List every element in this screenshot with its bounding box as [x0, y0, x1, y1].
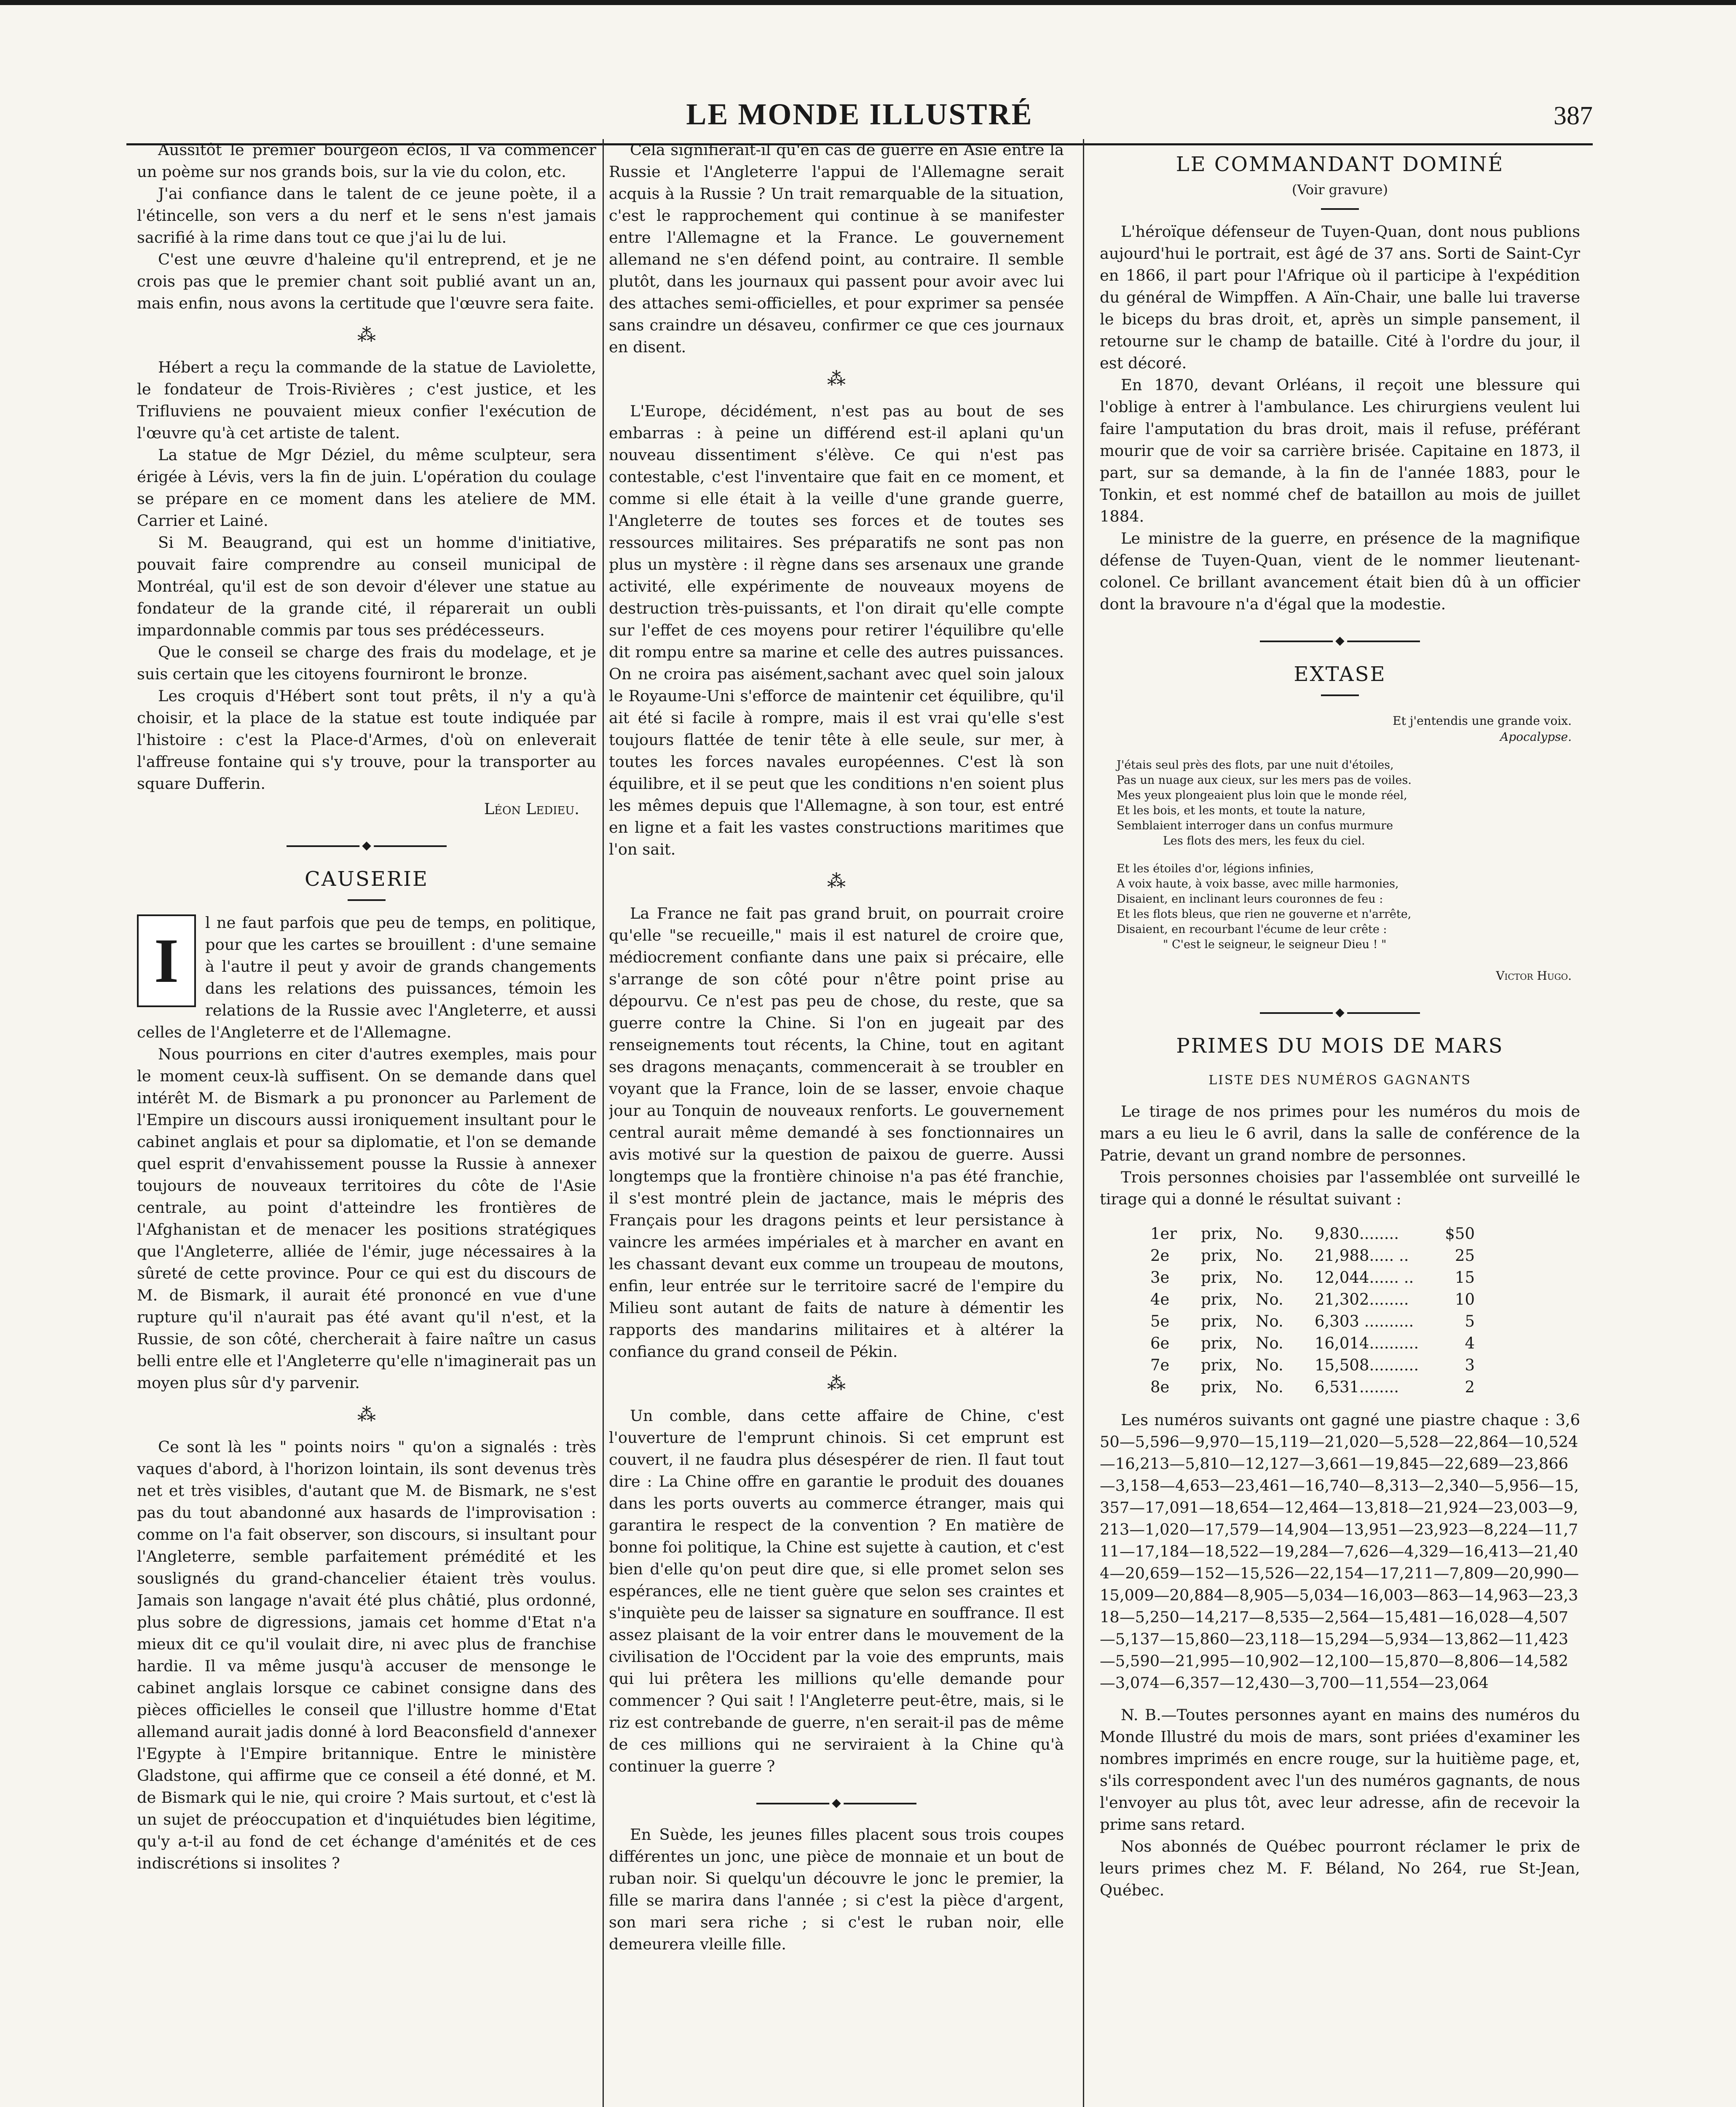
- paragraph: Le tirage de nos primes pour les numéros du mois de mars a eu lieu le 6 avril, dans la salle de conférence de la Patrie, devant un grand nombre de personnes.: [1100, 1102, 1580, 1164]
- prize-row: [1150, 1267, 1580, 1289]
- prize-amount: 5: [1465, 1312, 1475, 1330]
- poem-stanza-1: [1117, 758, 1580, 849]
- ornament-divider: [1260, 641, 1420, 645]
- page-number: 387: [1554, 102, 1593, 130]
- paragraph: J'ai confiance dans le talent de ce jeune poète, il a l'étincelle, son vers a du nerf et le sens n'est jamais sacrifié à la rime dans tout ce que j'ai lu de lui.: [137, 185, 596, 247]
- prize-no-label: No.: [1256, 1312, 1283, 1330]
- prize-number: 6,531........: [1315, 1378, 1399, 1396]
- poem-line: " C'est le seigneur, le seigneur Dieu ! ": [1163, 938, 1387, 951]
- epigraph-source: Apocalypse.: [1500, 730, 1572, 744]
- paragraph: Ce sont là les " points noirs " qu'on a signalés : très vaques d'abord, à l'horizon lointain, ils sont devenus très net et très visibles, d'autant que M. de Bismark, ne s'est pas du tout abandonné aux hasards de l'improvisation : comme on l'a fait observer, son discours, si insultant pour l'Angleterre, semble parfaitement prémédité et les souslignés du grand-chancelier étaient très voulus. Jamais son langage n'avait été plus châtié, plus ordonné, plus sobre de digressions, jamais cet homme d'Etat n'a mieux dit ce qu'il voulait dire, ni avec plus de franchise hardie. Il va même jusqu'à accuser de mensonge le cabinet anglais lorsque ce cabinet consigne dans des pièces officielles le conseil que l'illustre homme d'Etat allemand aurait jadis donné à lord Beaconsfield d'annexer l'Egypte à l'Empire britannique. Entre le ministère Gladstone, qui affirme que ce conseil a été donné, et M. de Bismark qui le nie, qui croire ? Mais surtout, et c'est là un sujet de préoccupation et d'inquiétudes bien légitime, qu'y a-t-il au fond de cet échange d'aménités et de ces indiscrétions si insolites ?: [137, 1438, 596, 1872]
- paragraph: La France ne fait pas grand bruit, on pourrait croire qu'elle "se recueille," mais il est naturel de croire que, médiocrement confiante dans une paix si précaire, elle s'arrange de son côté pour n'être point prise au dépourvu. Ce n'est pas peu de chose, du reste, que sa guerre contre la Chine. Si l'on en jugeait par des renseignements tout récents, la Chine, tout en agitant ses dragons menaçants, commencerait à se troubler en voyant que la France, loin de se lasser, envoie chaque jour au Tonquin de nouveaux renforts. Le gouvernement central aurait même demandé à ses fonctionnaires un avis motivé sur la question de paixou de guerre. Aussi longtemps que la frontière chinoise n'a pas été franchie, il s'est montré plein de jactance, mais le mépris des Français pour les dragons peints et leur persistance à vaincre les armées impériales et à marcher en avant en les chassant devant eux comme un troupeau de moutons, enfin, leur entrée sur le territoire sacré de l'empire du Milieu sont autant de faits de nature à démentir les rapports des mandarins militaires et à altérer la confiance du grand conseil de Pékin.: [609, 904, 1064, 1361]
- section-title-commandant: LE COMMANDANT DOMINÉ: [1176, 153, 1504, 176]
- poem-line: Disaient, en recourbant l'écume de leur crête :: [1117, 923, 1387, 936]
- drop-cap: I: [137, 914, 196, 1007]
- title-rule: [348, 899, 386, 901]
- prize-row: [1150, 1245, 1580, 1267]
- column-right: [1100, 139, 1580, 2107]
- section-subtitle: (Voir gravure): [1292, 182, 1388, 198]
- poem-line: Pas un nuage aux cieux, sur les mers pas de voiles.: [1117, 774, 1412, 787]
- prize-number: 21,988..... ..: [1315, 1247, 1409, 1265]
- poem-stanza-2: [1117, 861, 1580, 952]
- prize-no-label: No.: [1256, 1290, 1283, 1308]
- prize-table: [1150, 1223, 1580, 1398]
- prize-no-label: No.: [1256, 1334, 1283, 1352]
- prize-rank: 7e: [1150, 1356, 1170, 1374]
- column-middle: [609, 139, 1064, 2107]
- paragraph: Trois personnes choisies par l'assemblée ont surveillé le tirage qui a donné le résultat suivant :: [1100, 1168, 1580, 1208]
- prize-amount: 3: [1465, 1356, 1475, 1374]
- prize-no-label: No.: [1256, 1268, 1283, 1287]
- paragraph: Nos abonnés de Québec pourront réclamer le prix de leurs primes chez M. F. Béland, No 264, rue St-Jean, Québec.: [1100, 1837, 1580, 1899]
- asterism: ⁂: [827, 368, 846, 390]
- paragraph: Que le conseil se charge des frais du modelage, et je suis certain que les citoyens fourniront le bronze.: [137, 643, 596, 683]
- prize-rank: 2e: [1150, 1247, 1170, 1265]
- paragraph: N. B.—Toutes personnes ayant en mains des numéros du Monde Illustré du mois de mars, sont priées d'examiner les nombres imprimés en encre rouge, sur la huitième page, et, s'ils correspondent avec l'un des numéros gagnants, de nous l'envoyer au plus tôt, avec leur adresse, afin de recevoir la prime sans retard.: [1100, 1706, 1580, 1834]
- poem-signature: Victor Hugo.: [1496, 969, 1572, 983]
- poem-line: Disaient, en inclinant leurs couronnes de feu :: [1117, 893, 1383, 906]
- winning-numbers-list: Les numéros suivants ont gagné une piastre chaque : 3,650—5,596—9,970—15,119—21,020—5,528—22,864—10,524—16,213—5,810—12,127—3,661—19,845—22,689—23,866—3,158—4,653—23,461—16,740—8,313—2,340—5,956—15,357—17,091—18,654—12,464—13,818—21,924—23,003—9,213—1,020—17,579—14,904—13,951—23,923—8,224—11,711—17,184—18,522—19,284—7,626—4,329—16,413—21,404—20,659—152—15,526—22,154—17,211—7,809—20,990—15,009—20,884—8,905—5,034—16,003—863—14,963—23,318—5,250—14,217—8,535—2,564—15,481—16,028—4,507—5,137—15,860—23,118—15,294—5,934—13,862—11,423—5,590—21,995—10,902—12,100—15,870—8,806—14,582—3,074—6,357—12,430—3,700—11,554—23,064: [1100, 1411, 1580, 1692]
- author-signature: Léon Ledieu.: [484, 800, 579, 818]
- prize-no-label: No.: [1256, 1247, 1283, 1265]
- prize-row: [1150, 1332, 1580, 1354]
- prize-amount: 25: [1455, 1247, 1475, 1265]
- paragraph: La statue de Mgr Déziel, du même sculpteur, sera érigée à Lévis, vers la fin de juin. L'opération du coulage se prépare en ce moment dans les ateliere de MM. Carrier et Lainé.: [137, 446, 596, 530]
- paragraph: Un comble, dans cette affaire de Chine, c'est l'ouverture de l'emprunt chinois. Si cet emprunt est couvert, il ne faudra plus désespérer de rien. Il faut tout dire : La Chine offre en garantie le produit des douanes dans les ports ouverts au commerce étranger, mais qui garantira le respect de la convention ? En matière de bonne foi politique, la Chine est sujette à caution, et c'est bien d'elle qu'on peut dire que, si elle promet selon ses espérances, elle ne tient guère que selon ses craintes et s'inquiète peu de laisser sa signature en souffrance. Il est assez plaisant de la voir entrer dans le mouvement de la civilisation de l'Occident par la voie des emprunts, mais qui lui prêtera les millions qu'elle demande pour commencer ? Qui sait ! l'Angleterre peut-être, mais, si le riz est contrebande de guerre, n'en serait-il pas de même de ces millions qui ne serviraient à la Chine qu'à continuer la guerre ?: [609, 1407, 1064, 1775]
- column-left: [137, 139, 596, 2107]
- paragraph: C'est une œuvre d'haleine qu'il entreprend, et je ne crois pas que le premier chant soit publié avant un an, mais enfin, nous avons la certitude que l'œuvre sera faite.: [137, 250, 596, 312]
- prize-rank: 5e: [1150, 1312, 1170, 1330]
- prize-label: prix,: [1201, 1225, 1237, 1243]
- paragraph: l ne faut parfois que peu de temps, en politique, pour que les cartes se brouillent : d'une semaine à l'autre il peut y avoir de grands changements dans les relations des puissances, témoin les relations de la Russie avec l'Angleterre, et aussi celles de l'Angleterre et de l'Allemagne.: [137, 914, 596, 1041]
- column-divider: [603, 139, 604, 2107]
- asterism: ⁂: [827, 1373, 846, 1394]
- paragraph: Cela signifierait-il qu'en cas de guerre en Asie entre la Russie et l'Angleterre l'appui de l'Allemagne serait acquis à la Russie ? Un trait remarquable de la situation, c'est le rapprochement qui continue à se manifester entre l'Allemagne et la France. Le gouvernement allemand ne s'en défend point, au contraire. Il semble plutôt, dans les journaux qui passent pour avoir avec lui des attaches semi-officielles, et pour exprimer sa pensée sans craindre un désaveu, confirmer ce que ces journaux en disent.: [609, 141, 1064, 356]
- ornament-divider: [1260, 1012, 1420, 1016]
- prize-amount: $50: [1445, 1225, 1475, 1243]
- prize-number: 16,014..........: [1315, 1334, 1419, 1352]
- prize-amount: 15: [1455, 1268, 1475, 1287]
- paragraph: Le ministre de la guerre, en présence de la magnifique défense de Tuyen-Quan, vient de le nommer lieutenant-colonel. Ce brillant avancement était bien dû à un officier dont la bravoure n'a d'égal que la modestie.: [1100, 529, 1580, 613]
- poem-line: Les flots des mers, les feux du ciel.: [1163, 834, 1365, 847]
- prize-number: 21,302........: [1315, 1290, 1409, 1308]
- paragraph: Hébert a reçu la commande de la statue de Laviolette, le fondateur de Trois-Rivières ; c'est justice, et les Trifluviens ne pouvaient mieux confier l'exécution de l'œuvre qu'à cet artiste de talent.: [137, 358, 596, 442]
- paragraph: Aussitôt le premier bourgeon éclos, il va commencer un poème sur nos grands bois, sur la vie du colon, etc.: [137, 141, 596, 181]
- asterism: ⁂: [827, 871, 846, 892]
- paragraph: L'héroïque défenseur de Tuyen-Quan, dont nous publions aujourd'hui le portrait, est âgé de 37 ans. Sorti de Saint-Cyr en 1866, il part pour l'Afrique où il participe à l'expédition du général de Wimpffen. A Aïn-Chair, une balle lui traverse le biceps du bras droit, et, après un simple pansement, il retourne sur le champ de bataille. Cité à l'ordre du jour, il est décoré.: [1100, 222, 1580, 372]
- prize-label: prix,: [1201, 1378, 1237, 1396]
- poem-line: Mes yeux plongeaient plus loin que le monde réel,: [1117, 789, 1407, 802]
- prize-row: [1150, 1223, 1580, 1245]
- causerie-opening: [137, 912, 596, 1043]
- masthead: LE MONDE ILLUSTRÉ: [686, 97, 1033, 131]
- prize-amount: 2: [1465, 1378, 1475, 1396]
- prize-label: prix,: [1201, 1334, 1237, 1352]
- prize-rank: 6e: [1150, 1334, 1170, 1352]
- ornament-divider: [287, 845, 447, 850]
- prize-row: [1150, 1311, 1580, 1332]
- prize-amount: 10: [1455, 1290, 1475, 1308]
- epigraph-text: Et j'entendis une grande voix.: [1393, 714, 1572, 728]
- poem-line: J'étais seul près des flots, par une nuit d'étoiles,: [1117, 759, 1394, 772]
- paragraph: Si M. Beaugrand, qui est un homme d'initiative, pouvait faire comprendre au conseil municipal de Montréal, qu'il est de son devoir d'élever une statue au fondateur de la grande cité, il réparerait un oubli impardonnable commis par tous ses prédécesseurs.: [137, 533, 596, 639]
- title-rule: [1321, 694, 1359, 696]
- column-divider: [1083, 139, 1084, 2107]
- prize-no-label: No.: [1256, 1356, 1283, 1374]
- asterism: ⁂: [357, 324, 376, 346]
- poem-line: Et les étoiles d'or, légions infinies,: [1117, 862, 1314, 875]
- title-rule: [1321, 208, 1359, 210]
- prize-label: prix,: [1201, 1312, 1237, 1330]
- poem-line: Et les flots bleus, que rien ne gouverne et n'arrête,: [1117, 908, 1412, 921]
- prize-label: prix,: [1201, 1290, 1237, 1308]
- prize-amount: 4: [1465, 1334, 1475, 1352]
- poem-line: A voix haute, à voix basse, avec mille harmonies,: [1117, 877, 1399, 890]
- top-border: [0, 0, 1736, 5]
- ornament-divider: [756, 1803, 916, 1807]
- prize-number: 9,830........: [1315, 1225, 1399, 1243]
- paragraph: Nous pourrions en citer d'autres exemples, mais pour le moment ceux-là suffisent. On se demande dans quel intérêt M. de Bismark a pu prononcer au Parlement de l'Empire un discours aussi ironiquement insultant pour le cabinet anglais et pour sa diplomatie, et l'on se demande quel esprit d'envahissement pousse la Russie à annexer toujours de nouveaux territoires du côte de l'Asie centrale, au point d'atteindre les frontières de l'Afghanistan et de menacer les positions stratégiques que l'Angleterre, alliée de l'émir, juge nécessaires à la sûreté de cette province. Pour ce qui est du discours de M. de Bismark, il aurait été prononcé en vue d'une rupture qu'il n'aurait pas été avant qu'il n'est, et la Russie, de son côté, chercherait à faire naître un casus belli entre elle et l'Angleterre qu'elle n'imaginerait pas un moyen plus sûr d'y parvenir.: [137, 1045, 596, 1392]
- prize-row: [1150, 1376, 1580, 1398]
- prize-number: 6,303 ..........: [1315, 1312, 1414, 1330]
- section-title-extase: EXTASE: [1294, 662, 1386, 686]
- paragraph: Les croquis d'Hébert sont tout prêts, il n'y a qu'à choisir, et la place de la statue est toute indiquée par l'histoire : c'est la Place-d'Armes, d'où on enleverait l'affreuse fontaine qui s'y trouve, pour la transporter au square Dufferin.: [137, 687, 596, 793]
- prize-rank: 8e: [1150, 1378, 1170, 1396]
- prize-rank: 1er: [1150, 1225, 1177, 1243]
- section-title-primes: PRIMES DU MOIS DE MARS: [1176, 1034, 1504, 1058]
- prize-rank: 4e: [1150, 1290, 1170, 1308]
- prize-label: prix,: [1201, 1356, 1237, 1374]
- paragraph: En 1870, devant Orléans, il reçoit une blessure qui l'oblige à entrer à l'ambulance. Les chirurgiens veulent lui faire l'amputation du bras droit, mais il refuse, préférant mourir que de voir sa carrière brisée. Capitaine en 1873, il part, sur sa demande, à la fin de l'année 1883, pour le Tonkin, et est nommé chef de bataillon au mois de juillet 1884.: [1100, 376, 1580, 525]
- paragraph: L'Europe, décidément, n'est pas au bout de ses embarras : à peine un différend est-il aplani qu'un nouveau dissentiment s'élève. Ce qui n'est pas contestable, c'est l'inventaire que fait en ce moment, et comme si elle était à la veille d'une grande guerre, l'Angleterre de toutes ses forces et de toutes ses ressources militaires. Ses préparatifs ne sont pas non plus un mystère : il règne dans ses arsenaux une grande activité, elle expérimente de nouveaux moyens de destruction très-puissants, et l'on dirait qu'elle compte sur l'effet de ces moyens pour retirer l'équilibre qu'elle dit rompu entre sa marine et celle des autres puissances. On ne croira pas aisément,sachant avec quel soin jaloux le Royaume-Uni s'efforce de maintenir cet équilibre, qu'il ait été si facile à rompre, mais il est vrai qu'elle s'est toujours flattée de tenir tête à elle seule, sur mer, à toutes les forces navales européennes. C'est là son équilibre, et il se peut que les conditions n'en soient plus les mêmes depuis que l'Allemagne, à son tour, est entré en ligne et a fait les vastes constructions maritimes que l'on sait.: [609, 402, 1064, 858]
- prize-label: prix,: [1201, 1247, 1237, 1265]
- paragraph: En Suède, les jeunes filles placent sous trois coupes différentes un jonc, une pièce de monnaie et un bout de ruban noir. Si quelqu'un découvre le jonc le premier, la fille se marira dans l'année ; si c'est la pièce d'argent, son mari sera riche ; si c'est le ruban noir, elle demeurera vleille fille.: [609, 1826, 1064, 1953]
- prize-label: prix,: [1201, 1268, 1237, 1287]
- prize-number: 15,508..........: [1315, 1356, 1419, 1374]
- prize-no-label: No.: [1256, 1225, 1283, 1243]
- epigraph: [1100, 713, 1572, 745]
- prize-row: [1150, 1289, 1580, 1311]
- page-header: [126, 97, 1593, 145]
- section-title-causerie: CAUSERIE: [305, 867, 429, 891]
- prize-row: [1150, 1354, 1580, 1376]
- prize-number: 12,044...... ..: [1315, 1268, 1414, 1287]
- prize-no-label: No.: [1256, 1378, 1283, 1396]
- prize-rank: 3e: [1150, 1268, 1170, 1287]
- asterism: ⁂: [357, 1404, 376, 1426]
- section-subtitle: LISTE DES NUMÉROS GAGNANTS: [1208, 1073, 1471, 1088]
- poem-line: Et les bois, et les monts, et toute la nature,: [1117, 804, 1366, 817]
- poem-line: Semblaient interroger dans un confus murmure: [1117, 819, 1393, 832]
